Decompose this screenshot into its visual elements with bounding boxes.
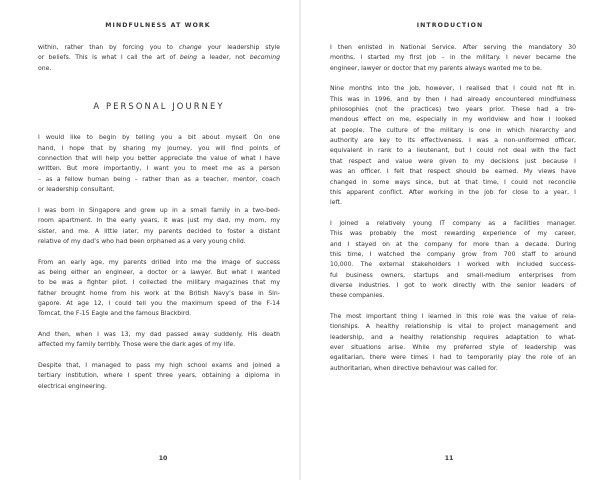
text-line: This was probably the most rewarding experience of my career, bbox=[330, 230, 576, 238]
text-line: connection that will help you better appreciate the value of what I have bbox=[38, 155, 280, 163]
text-line: egalitarian, there were times I had to temporarily play the role of an bbox=[330, 354, 576, 362]
text-line: electrical engineering. bbox=[38, 382, 107, 390]
body-paragraph bbox=[38, 206, 280, 247]
text-line: to be was a fighter pilot. I collected the military magazines that my bbox=[38, 279, 280, 287]
text-line: or leadership consultant. bbox=[38, 186, 115, 194]
text-line: The most important thing I learned in this role was the value of rela- bbox=[330, 313, 576, 321]
body-paragraph bbox=[38, 258, 280, 320]
text-line: and I stayed on at the company for more than a decade. During bbox=[330, 240, 576, 248]
right-page-text bbox=[330, 43, 576, 385]
left-page-text bbox=[38, 43, 280, 403]
text-line: written. But more importantly, I want you to meet me as a person bbox=[38, 165, 280, 173]
right-page bbox=[300, 0, 600, 480]
text-line: I was born in Singapore and grew up in a small family in a two-bed- bbox=[38, 206, 280, 214]
body-paragraph bbox=[330, 84, 576, 208]
body-paragraph bbox=[38, 330, 280, 351]
text-line: equivalent in rank to a lieutenant, but I could not deal with the fact bbox=[330, 147, 576, 155]
text-line: sister, and me. A little later, my parents decided to foster a distant bbox=[38, 227, 280, 235]
text-line: – as a fellow human being – rather than as a teacher, mentor, coach bbox=[38, 175, 280, 183]
page-number-left: 10 bbox=[158, 455, 168, 462]
text-line: Despite that, I managed to pass my high school exams and joined a bbox=[38, 362, 280, 370]
body-paragraph bbox=[38, 133, 280, 195]
text-line: From an early age, my parents drilled into me the image of success bbox=[38, 258, 280, 266]
text-line: this apparent conflict. After working in the job for close to a year, I bbox=[330, 188, 576, 196]
body-paragraph bbox=[330, 219, 576, 302]
text-line: I would like to begin by telling you a bit about myself. On one bbox=[38, 134, 280, 142]
text-line: mendous effect on me, especially in my worldview and how I looked bbox=[330, 116, 576, 124]
section-heading: A PERSONAL JOURNEY bbox=[93, 101, 225, 112]
text-line: was an officer. I felt that respect should be earned. My views have bbox=[330, 168, 576, 176]
text-line: Tomcat, the F-15 Eagle and the famous Blackbird. bbox=[38, 310, 192, 318]
running-head-right: INTRODUCTION bbox=[416, 22, 484, 29]
text-line: I joined a relatively young IT company as a facilities manager. bbox=[330, 219, 576, 227]
text-line: or beliefs. This is what I call the art of being a leader, not becoming bbox=[38, 54, 280, 62]
text-line: This was in 1996, and by then I had already encountered mindfulness bbox=[330, 95, 576, 103]
text-line: engineer, lawyer or doctor that my parents always wanted me to be. bbox=[330, 64, 542, 72]
text-line: one. bbox=[38, 64, 52, 72]
text-line: ful business owners, startups and small-medium enterprises from bbox=[330, 271, 576, 279]
body-paragraph bbox=[330, 312, 576, 374]
text-line: ever situations arise. While my preferred style of leadership was bbox=[330, 344, 576, 352]
text-line: tionships. A healthy relationship is vital to project management and bbox=[330, 323, 576, 331]
left-paragraphs bbox=[38, 133, 280, 392]
text-line: this time, I watched the company grow from 700 staff to around bbox=[330, 250, 576, 258]
text-line: at people. The culture of the military is one in which hierarchy and bbox=[330, 126, 576, 134]
text-line: gapore. At age 12, I could tell you the maximum speed of the F-14 bbox=[38, 299, 280, 307]
page-number-right: 11 bbox=[444, 455, 454, 462]
text-line: tertiary institution, where I spent three years, obtaining a diploma in bbox=[38, 372, 280, 380]
text-line: that respect and value were given to my decisions just because I bbox=[330, 157, 576, 165]
text-line: these companies. bbox=[330, 292, 385, 300]
text-line: left. bbox=[330, 199, 342, 207]
carryover-paragraph bbox=[38, 43, 280, 74]
text-line: authority are key to its effectiveness. I was a non-uniformed officer, bbox=[330, 137, 576, 145]
text-line: father brought home from his work at the British Navy’s base in Sin- bbox=[38, 289, 280, 297]
text-line: 10,000. The external stakeholders I worked with included success- bbox=[330, 261, 576, 269]
body-paragraph bbox=[38, 361, 280, 392]
running-head-left: MINDFULNESS AT WORK bbox=[105, 22, 211, 29]
text-line: I then enlisted in National Service. After serving the mandatory 30 bbox=[330, 44, 576, 51]
text-line: And then, when I was 13, my dad passed away suddenly. His death bbox=[38, 331, 280, 339]
text-line: hand, I hope that by sharing my journey, you will find points of bbox=[38, 144, 280, 152]
text-line: within, rather than by forcing you to change your leadership style bbox=[38, 44, 281, 51]
text-line: relative of my dad’s who had been orphaned as a very young child. bbox=[38, 237, 246, 245]
text-line: authoritarian, when directive behaviour was called for. bbox=[330, 364, 498, 372]
text-line: philosophies (not the practices) two years prior. These had a tre- bbox=[330, 106, 576, 114]
text-line: room apartment. In the early years, it was just my dad, my mom, my bbox=[38, 217, 280, 225]
text-line: Nine months into the job, however, I realised that I could not fit in. bbox=[330, 85, 576, 93]
text-line: changed in some ways since, but at that time, I could not reconcile bbox=[330, 178, 576, 186]
right-paragraphs bbox=[330, 43, 576, 374]
body-paragraph bbox=[330, 43, 576, 74]
text-line: leadership, and a healthy relationship requires adaptation to what- bbox=[330, 333, 576, 341]
text-line: months, I started my first job – in the military. I never became the bbox=[330, 54, 576, 62]
text-line: affected my family terribly. Those were the dark ages of my life. bbox=[38, 341, 236, 349]
text-line: as being either an engineer, a doctor or a lawyer. But what I wanted bbox=[38, 268, 280, 276]
text-line: diverse industries. I got to work directly with the senior leaders of bbox=[330, 282, 576, 289]
